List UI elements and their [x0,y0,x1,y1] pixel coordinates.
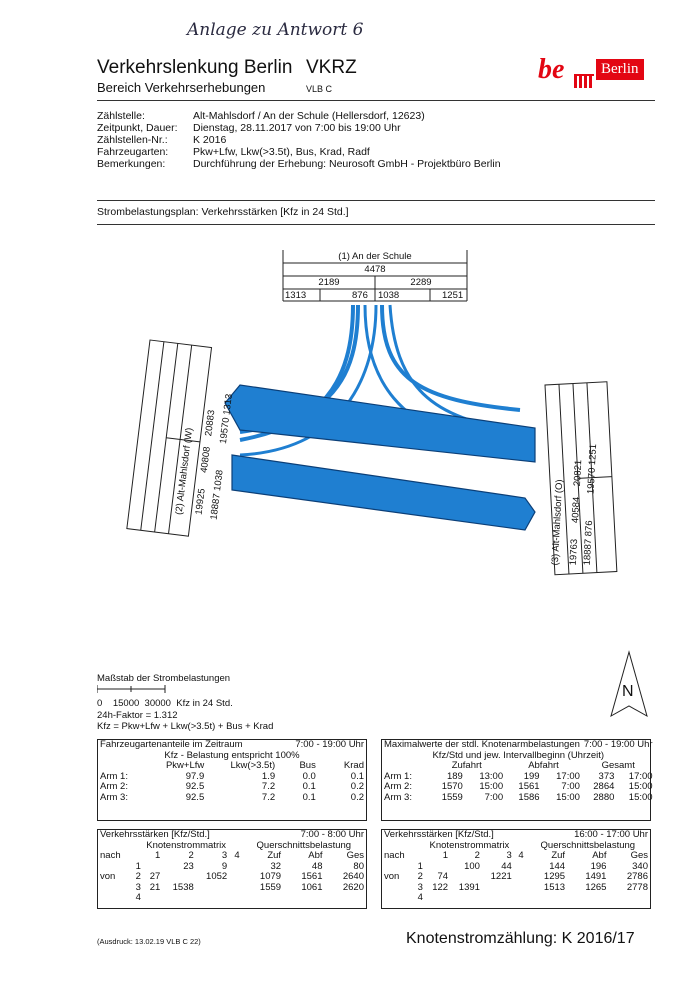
logo-be-text: be [538,54,565,85]
cell: 122 [432,881,449,893]
cell: 1221 [490,871,512,882]
document-title: Knotenstromzählung: K 2016/17 [406,930,635,947]
col-head: 3 [221,850,228,861]
cell: 0.1 [302,791,316,803]
row-label: 2 [135,871,141,882]
cell: 2640 [342,871,364,882]
cell: 17:00 [556,770,580,782]
cell: 189 [446,770,463,782]
cell: 1513 [543,881,566,893]
matrix-label: Knotenstrommatrix [429,839,510,851]
max-values-box [381,739,651,821]
cell: 1.9 [261,770,276,782]
row-label: Arm 1: [384,770,412,782]
org-subtitle: Bereich Verkehrserhebungen [97,80,266,95]
share-col: Lkw(>3.5t) [230,760,276,771]
col-head: 1 [155,850,161,861]
cell: 1491 [585,871,607,882]
arm1-out: 2289 [410,277,432,288]
max-title: Maximalwerte der stdl. Knotenarmbelastungen [384,739,580,750]
arm3-b: 19763 [567,538,581,566]
cell: 0.1 [302,781,316,792]
hourly-volume-box-morning [97,829,367,909]
share-subtitle: Kfz - Belastung entspricht 100% [164,749,300,761]
cell: 9 [221,860,228,872]
row-label: 4 [135,892,141,903]
cell: 1559 [259,881,282,893]
header-divider [97,100,655,101]
cell: 48 [311,860,323,872]
row-label: Arm 2: [100,781,128,792]
col-head: Ges [346,850,364,861]
cell: 100 [464,860,480,872]
org-title: Verkehrslenkung Berlin [97,57,293,78]
cell: 15:00 [628,781,653,792]
cell [514,883,526,894]
arm1-v4: 1251 [442,290,464,301]
table-row [382,793,655,804]
north-label: N [622,683,634,700]
share-title: Fahrzeugartenanteile im Zeitraum [100,739,243,750]
row-label: 4 [417,892,423,903]
arm3-c: 19570 [585,467,598,495]
cell: 373 [598,770,615,782]
cell: 340 [632,860,648,872]
max-col: Gesamt [601,760,635,771]
berlin-logo [538,56,650,90]
arm3-a: 20821 [571,459,585,487]
cross-label: Querschnittsbelastung [256,839,352,851]
cell: 13:00 [479,770,504,782]
meta-divider [97,200,655,201]
cell: 1079 [259,871,282,882]
max-col: Abfahrt [528,760,559,771]
arm3-name: (3) Alt-Mahlsdorf (O) [549,479,566,566]
arm1-in: 2189 [318,277,340,288]
cell: 1265 [585,881,607,893]
arm3-e: 18887 [581,538,595,566]
meta-value: K 2016 [193,134,227,146]
cell: 1391 [458,881,480,893]
cell: 2786 [626,871,648,882]
cell: 7.2 [261,781,276,792]
scale-bar [97,684,172,694]
meta-value: Durchführung der Erhebung: Neurosoft GmbH - Projektbüro Berlin [193,158,501,170]
table-row [382,872,650,883]
cell [162,872,195,883]
cell: 92.5 [185,781,205,792]
cell [514,862,526,873]
cell: 144 [549,860,566,872]
cell: 1561 [518,781,540,792]
scale-ticks: 0 15000 30000 Kfz in 24 Std. [97,698,233,709]
table-row [382,893,650,904]
share-time: 7:00 - 19:00 Uhr [295,739,364,750]
arm1-total: 4478 [364,264,386,275]
hourly-volume-box-afternoon [381,829,651,909]
cell: 199 [523,770,540,782]
arm1-v2: 876 [352,290,368,301]
cell: 1570 [441,781,463,792]
col-head: 2 [188,850,194,861]
org-subcode: VLB C [306,84,333,94]
col-head: 4 [234,850,240,861]
cell [229,872,241,883]
cell: 15:00 [628,791,653,803]
arm3-f: 876 [583,520,596,537]
cell: 74 [437,871,449,882]
plan-title: Strombelastungsplan: Verkehrsstärken [Kfz in 24 Std.] [97,206,349,218]
hour-time: 16:00 - 17:00 Uhr [574,829,648,840]
col-head: 2 [474,850,480,861]
meta-label: Zeitpunkt, Dauer: [97,122,178,134]
cell [450,872,482,883]
cell: 0.2 [350,791,364,803]
row-label: Arm 3: [100,791,128,803]
cell: 15:00 [556,791,580,803]
cell [229,883,241,894]
org-code: VKRZ [306,57,357,78]
cell [482,883,514,894]
cell: 2864 [593,781,615,792]
row-label: 1 [417,860,423,872]
arm2-e: 18887 [208,492,223,521]
table-row [98,872,366,883]
cell: 0.1 [350,770,364,782]
cell: 196 [590,860,607,872]
von-label: von [384,871,400,882]
arm1-v1: 1313 [285,290,307,301]
cross-label: Querschnittsbelastung [540,839,636,851]
cell: 2620 [342,881,364,893]
cell: 7:00 [484,791,504,803]
scale-title: Maßstab der Strombelastungen [97,673,231,684]
cell: 2778 [626,881,648,893]
cell: 1052 [206,871,228,882]
cell: 23 [183,860,194,872]
matrix-label: Knotenstrommatrix [146,839,226,851]
nach-label: nach [384,850,405,861]
row-label: 1 [135,860,141,872]
row-label: 3 [417,881,423,893]
cell: 97.9 [185,770,205,782]
cell: 15:00 [479,781,504,792]
arm2-a: 20883 [203,409,218,437]
cell: 7:00 [561,781,580,792]
cell: 1538 [172,881,194,893]
row-label: 3 [135,881,141,893]
cell: 92.5 [185,791,205,803]
arm3-d: 1251 [587,443,600,466]
arm2-f: 1038 [212,469,226,492]
table-row [98,893,366,904]
von-label: von [100,871,116,882]
arm1-name: (1) An der Schule [338,251,412,262]
meta-labels [97,110,178,170]
meta-value: Pkw+Lfw, Lkw(>3.5t), Bus, Krad, Radf [193,146,370,158]
cell [514,872,526,883]
cell: 1061 [301,881,323,893]
col-head: 1 [442,850,449,861]
plan-divider [97,224,655,225]
max-col: Zufahrt [451,760,482,771]
row-label: Arm 1: [100,770,128,782]
meta-label: Fahrzeugarten: [97,146,169,158]
cell: 17:00 [628,770,653,782]
cell: 7.2 [261,791,276,803]
scale-formula: Kfz = Pkw+Lfw + Lkw(>3.5t) + Bus + Krad [97,721,274,732]
col-head: 4 [518,850,524,861]
row-label: Arm 3: [384,791,412,803]
share-col: Krad [343,760,364,771]
row-label: Arm 2: [384,781,412,792]
cell: 1561 [301,871,323,882]
cell: 27 [149,871,161,882]
arm2-total: 40808 [198,445,213,474]
arm2-name: (2) Alt-Mahlsdorf (W) [173,427,196,516]
cell: 1295 [543,871,566,882]
meta-value: Dienstag, 28.11.2017 von 7:00 bis 19:00 Uhr [193,122,401,134]
arm2-d: 1313 [221,393,235,416]
row-label: 2 [417,871,423,882]
col-head: Zuf [551,850,566,861]
hour-time: 7:00 - 8:00 Uhr [300,829,364,840]
meta-value: Alt-Mahlsdorf / An der Schule (Hellersdorf, 12623) [193,110,425,122]
cell: 80 [353,860,364,872]
col-head: 3 [506,850,512,861]
cell [229,862,241,873]
col-head: Abf [308,850,323,861]
table-row [98,782,366,793]
arm2-c: 19570 [217,416,233,445]
flow-band-westbound [232,455,535,530]
table-row [98,772,366,783]
cell: 32 [270,860,282,872]
col-head: Zuf [267,850,282,861]
handwritten-note: Anlage zu Antwort 6 [187,20,364,40]
logo-berlin-box: Berlin [596,59,644,80]
share-col: Bus [299,760,316,771]
nach-label: nach [100,850,121,861]
col-head: Abf [592,850,607,861]
max-time: 7:00 - 19:00 Uhr [583,739,653,750]
meta-label: Zählstelle: [97,110,145,122]
scale-factor: 24h-Faktor = 1.312 [97,710,178,721]
logo-bars-icon [574,74,596,88]
col-head: Ges [630,850,648,861]
arm2-b: 19925 [193,487,208,516]
cell: 21 [149,881,161,893]
table-row [382,782,655,793]
vehicle-share-box [97,739,367,821]
max-subtitle: Kfz/Std und jew. Intervallbeginn (Uhrzeit) [432,749,605,761]
arm1-v3: 1038 [378,290,400,301]
table-row [98,793,366,804]
cell: 0.2 [350,781,364,792]
print-date: (Ausdruck: 13.02.19 VLB C 22) [97,937,201,946]
cell [196,883,229,894]
meta-values [193,110,501,170]
cell: 44 [501,860,512,872]
cell: 2880 [593,791,615,803]
meta-label: Bemerkungen: [97,158,166,170]
share-col: Pkw+Lfw [165,760,205,771]
hour-title: Verkehrsstärken [Kfz/Std.] [100,829,210,840]
arm3-total: 40584 [570,496,583,524]
cell: 1559 [441,791,463,803]
meta-label: Zählstellen-Nr.: [97,134,168,146]
cell: 1586 [518,791,540,803]
cell: 0.0 [302,770,316,782]
hour-title: Verkehrsstärken [Kfz/Std.] [384,829,494,840]
